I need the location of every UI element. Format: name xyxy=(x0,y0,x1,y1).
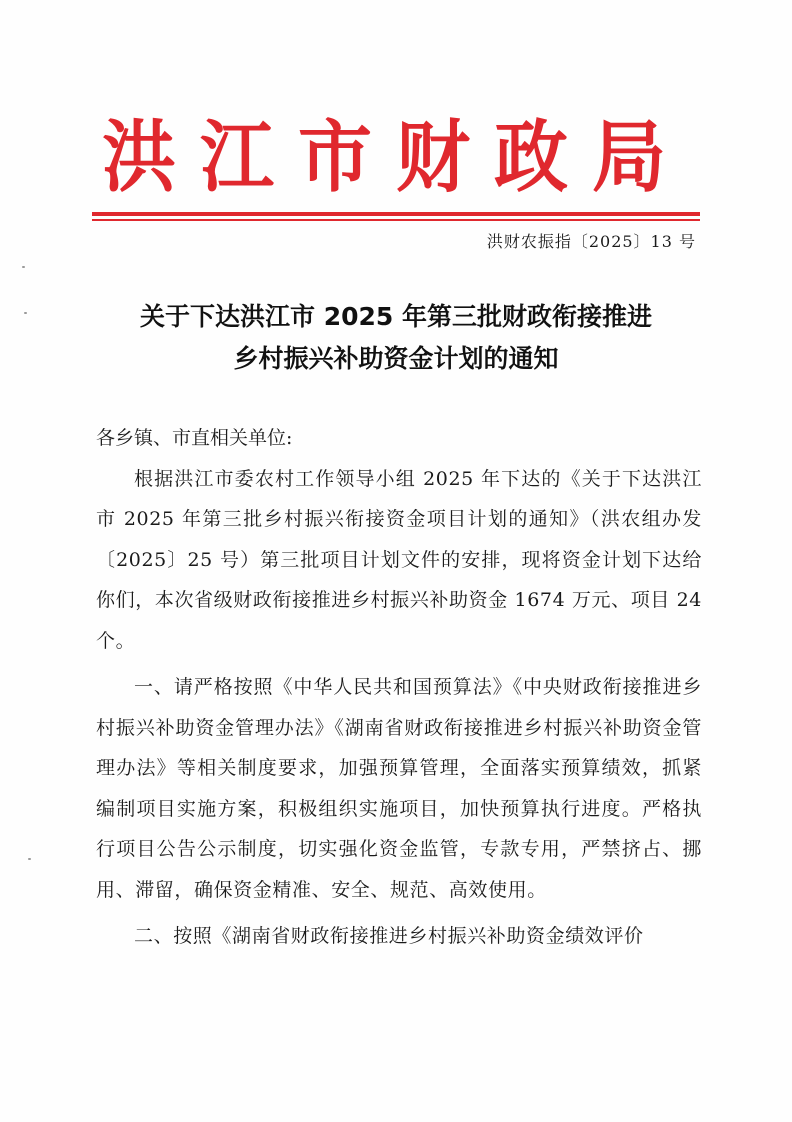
salutation: 各乡镇、市直相关单位: xyxy=(96,427,293,449)
scan-speck xyxy=(24,312,27,314)
document-body xyxy=(96,418,702,957)
header-red-rule-thin xyxy=(92,219,700,221)
org-header-title: 洪江市财政局 xyxy=(102,112,690,204)
header-red-rule-thick xyxy=(92,212,700,216)
body-paragraph-1: 根据洪江市委农村工作领导小组 2025 年下达的《关于下达洪江市 2025 年第三批乡村振兴衔接资金项目计划的通知》（洪农组办发〔2025〕25 号）第三批项目计划文件的安排，现将资金计划下达给你们，本次省级财政衔接推进乡村振兴补助资金 1674 万元、项目 24 个。 xyxy=(96,467,702,652)
body-paragraph-2: 一、请严格按照《中华人民共和国预算法》《中央财政衔接推进乡村振兴补助资金管理办法》《湖南省财政衔接推进乡村振兴补助资金管理办法》等相关制度要求，加强预算管理，全面落实预算绩效，抓紧编制项目实施方案，积极组织实施项目，加快预算执行进度。严格执行项目公告公示制度，切实强化资金监管，专款专用，严禁挤占、挪用、滞留，确保资金精准、安全、规范、高效使用。 xyxy=(96,676,702,901)
scan-speck xyxy=(22,266,25,268)
document-title xyxy=(90,296,702,380)
title-line-1: 关于下达洪江市 2025 年第三批财政衔接推进 xyxy=(140,302,652,331)
title-line-2: 乡村振兴补助资金计划的通知 xyxy=(233,344,559,373)
document-number: 洪财农振指〔2025〕13 号 xyxy=(486,232,696,251)
scan-speck xyxy=(28,858,31,860)
body-paragraph-3: 二、按照《湖南省财政衔接推进乡村振兴补助资金绩效评价 xyxy=(134,925,644,947)
